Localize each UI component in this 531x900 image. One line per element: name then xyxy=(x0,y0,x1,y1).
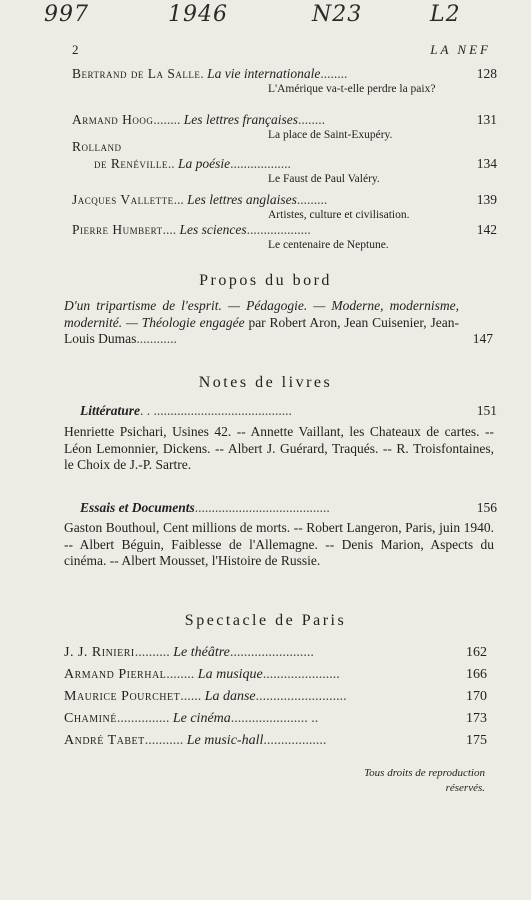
leader-dots: ........ xyxy=(153,112,181,127)
toc-entry xyxy=(64,711,487,728)
leader-dots: ...................... xyxy=(262,667,340,682)
leader-dots: . . ......................................... xyxy=(140,403,292,418)
toc-author: André Tabet xyxy=(64,733,145,748)
toc-title: Le théâtre xyxy=(173,645,230,660)
leader-dots: ........ xyxy=(320,66,348,81)
handwritten-number: 997 xyxy=(44,2,89,27)
section-heading-propos: Propos du bord xyxy=(199,272,332,289)
rights-notice xyxy=(285,766,485,796)
toc-subtitle: Artistes, culture et civilisation. xyxy=(268,209,410,221)
leader-dots: ........ xyxy=(298,112,326,127)
leader-dots: ............ xyxy=(136,331,177,346)
toc-title: Le music-hall xyxy=(186,733,264,748)
toc-title: La musique xyxy=(197,667,263,682)
running-header xyxy=(0,42,531,62)
toc-entry xyxy=(72,222,497,253)
toc-author: Armand Pierhal xyxy=(64,667,167,682)
toc-page: 151 xyxy=(476,403,497,418)
leader-dots: ........ xyxy=(166,667,195,682)
section-heading-notes: Notes de livres xyxy=(198,374,333,391)
toc-category-row xyxy=(80,500,497,517)
toc-author: Chaminé xyxy=(64,711,117,726)
essays-reviews: Gaston Bouthoul, Cent millions de morts. -- Robert Langeron, Paris, juin 1940. -- Albert Béguin, Faiblesse de l'Allemagne. -- Denis Marion, Aspects du cinéma. -- Albert Mousset, l'Histoire de Russie. xyxy=(64,520,494,568)
leader-dots: .. xyxy=(167,156,175,171)
toc-author: Rolland xyxy=(72,139,122,154)
toc-title: Le cinéma xyxy=(172,711,231,726)
propos-topics: D'un tripartisme de l'esprit. — Pédagogie. — Moderne, modernisme, modernité. — Théologie engagée xyxy=(64,298,459,330)
handwritten-year: 1946 xyxy=(168,2,228,27)
leader-dots: ........................ xyxy=(229,645,314,660)
toc-title: Les sciences xyxy=(179,222,247,237)
leader-dots: .................. xyxy=(263,733,327,748)
leader-dots: ........................................ xyxy=(194,500,330,515)
toc-subtitle: Le centenaire de Neptune. xyxy=(268,239,389,251)
toc-entry xyxy=(72,66,497,96)
rights-line-1: Tous droits de reproduction xyxy=(364,767,485,779)
propos-page: 147 xyxy=(472,331,493,346)
toc-subtitle: La place de Saint-Exupéry. xyxy=(268,129,393,141)
toc-author: Jacques Vallette xyxy=(72,192,174,207)
toc-subtitle: L'Amérique va-t-elle perdre la paix? xyxy=(268,83,436,95)
category-literature: Littérature xyxy=(80,403,140,418)
handwritten-issue: N23 xyxy=(312,2,363,27)
toc-page: 166 xyxy=(466,667,487,682)
toc-page: 128 xyxy=(476,66,497,81)
leader-dots: .......... xyxy=(134,645,170,660)
toc-author: Maurice Pourchet xyxy=(64,689,181,704)
toc-title: La poésie xyxy=(178,156,231,171)
toc-entry xyxy=(72,192,497,223)
toc-title: La vie internationale xyxy=(207,66,321,81)
toc-page: 142 xyxy=(476,222,497,237)
toc-page: 131 xyxy=(476,112,497,127)
leader-dots: ... xyxy=(173,192,184,207)
toc-title: Les lettres anglaises xyxy=(187,192,297,207)
page-number: 2 xyxy=(72,42,79,57)
propos-authors: par Robert Aron, Jean Cuisenier, Jean-Louis Dumas xyxy=(64,314,460,346)
handwritten-annotations xyxy=(0,2,531,42)
toc-page: 134 xyxy=(476,156,497,171)
journal-name: LA NEF xyxy=(430,42,491,57)
toc-author: J. J. Rinieri xyxy=(64,645,135,660)
leader-dots: ................... xyxy=(246,222,311,237)
toc-category-row xyxy=(80,403,497,420)
leader-dots: ............... xyxy=(116,711,170,726)
toc-title: Les lettres françaises xyxy=(183,112,299,127)
toc-title: La danse xyxy=(204,689,256,704)
leader-dots: ........... xyxy=(144,733,184,748)
toc-entry xyxy=(64,689,487,706)
toc-page: 139 xyxy=(476,192,497,207)
toc-author: Pierre Humbert xyxy=(72,222,163,237)
leader-dots: ......... xyxy=(296,192,328,207)
leader-dots: ...................... .. xyxy=(230,711,319,726)
toc-entry xyxy=(64,667,487,684)
leader-dots: .......................... xyxy=(255,689,347,704)
leader-dots: ...... xyxy=(180,689,202,704)
propos-entry xyxy=(64,298,493,348)
category-essays: Essais et Documents xyxy=(80,500,195,515)
toc-page: 173 xyxy=(466,711,487,726)
toc-author: Bertrand de La Salle xyxy=(72,66,201,81)
toc-page: 156 xyxy=(476,500,497,515)
toc-subtitle: Le Faust de Paul Valéry. xyxy=(268,173,380,185)
toc-author: Armand Hoog xyxy=(72,112,154,127)
leader-dots: . xyxy=(200,66,204,81)
toc-entry xyxy=(72,139,497,187)
rights-line-2: réservés. xyxy=(445,782,485,794)
toc-page: 162 xyxy=(466,645,487,660)
toc-entry xyxy=(64,645,487,662)
toc-page: 170 xyxy=(466,689,487,704)
leader-dots: .... xyxy=(162,222,177,237)
leader-dots: .................. xyxy=(230,156,291,171)
handwritten-code: L2 xyxy=(430,2,461,27)
literature-reviews: Henriette Psichari, Usines 42. -- Annette Vaillant, les Chateaux de cartes. -- Léon Lemonnier, Dickens. -- Albert J. Guérard, Traqués. -- R. Troisfontaines, le Choix de J.-P. Sartre. xyxy=(64,424,494,472)
toc-entry xyxy=(64,733,487,750)
toc-author-continued: de Renéville xyxy=(94,156,168,171)
toc-page: 175 xyxy=(466,733,487,748)
section-heading-spectacle: Spectacle de Paris xyxy=(184,612,347,629)
